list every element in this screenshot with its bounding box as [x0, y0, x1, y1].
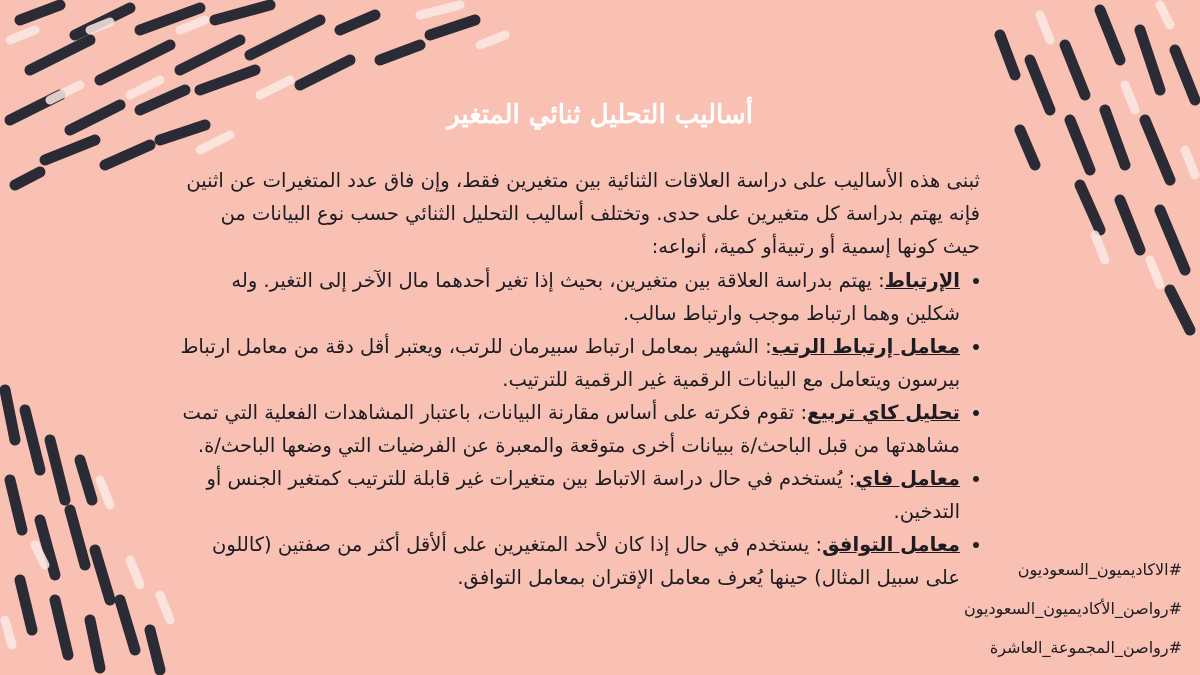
- list-item-contingency: [180, 528, 960, 594]
- desc-phi: : يُستخدم في حال دراسة الاتباط بين متغيرات غير قابلة للترتيب كمتغير الجنس أو التدخين.: [206, 467, 960, 523]
- page-title: أساليب التحليل ثنائي المتغير: [447, 100, 753, 130]
- desc-contingency: : يستخدم في حال إذا كان لأحد المتغيرين على ألأقل أكثر من صفتين (كاللون على سبيل المثال) حينها يُعرف معامل الإقتران بمعامل التوافق.: [212, 533, 960, 589]
- list-item-phi: [180, 462, 960, 528]
- hashtag-2: #رواصن_الأكاديميون_السعوديون: [964, 599, 1182, 618]
- methods-list: [180, 264, 982, 594]
- desc-chi-square: : تقوم فكرته على أساس مقارنة البيانات، باعتبار المشاهدات الفعلية التي تمت مشاهدتها من قبل الباحث/ة ببيانات أخرى متوقعة والمعبرة عن الفرضيات التي وضعها الباحث/ة.: [182, 401, 960, 457]
- term-rank-correlation: معامل إرتباط الرتب: [771, 335, 960, 358]
- list-item-rank-correlation: [180, 330, 960, 396]
- intro-paragraph: ثبنى هذه الأساليب على دراسة العلاقات الثنائية بين متغيرين فقط، وإن فاق عدد المتغيرات عن اثنين فإنه يهتم بدراسة كل متغيرين على حدى. وتختلف أساليب التحليل الثنائي حسب نوع البيانات من حيث كونها إسمية أو رتبيةأو كمية، أنواعه:: [186, 169, 980, 258]
- hashtag-3: #رواصن_المجموعة_العاشرة: [989, 638, 1182, 657]
- term-chi-square: تحليل كاي تربيع: [807, 401, 960, 424]
- term-correlation: الإرتباط: [884, 269, 960, 292]
- desc-rank-correlation: : الشهير بمعامل ارتباط سبيرمان للرتب، ويعتبر أقل دقة من معامل ارتباط بيرسون ويتعامل مع البيانات الرقمية غير الرقمية للترتيب.: [180, 335, 960, 391]
- desc-correlation: : يهتم بدراسة العلاقة بين متغيرين، بحيث إذا تغير أحدهما مال الآخر إلى التغير. وله شكلين وهما ارتباط موجب وارتباط سالب.: [231, 269, 960, 325]
- hashtag-1: #الاكاديميون_السعوديون: [1017, 560, 1182, 579]
- list-item-chi-square: [180, 396, 960, 462]
- list-item-correlation: [180, 264, 960, 330]
- hashtags: [964, 556, 1182, 673]
- term-contingency: معامل التوافق: [822, 533, 960, 556]
- term-phi: معامل فاي: [855, 467, 960, 490]
